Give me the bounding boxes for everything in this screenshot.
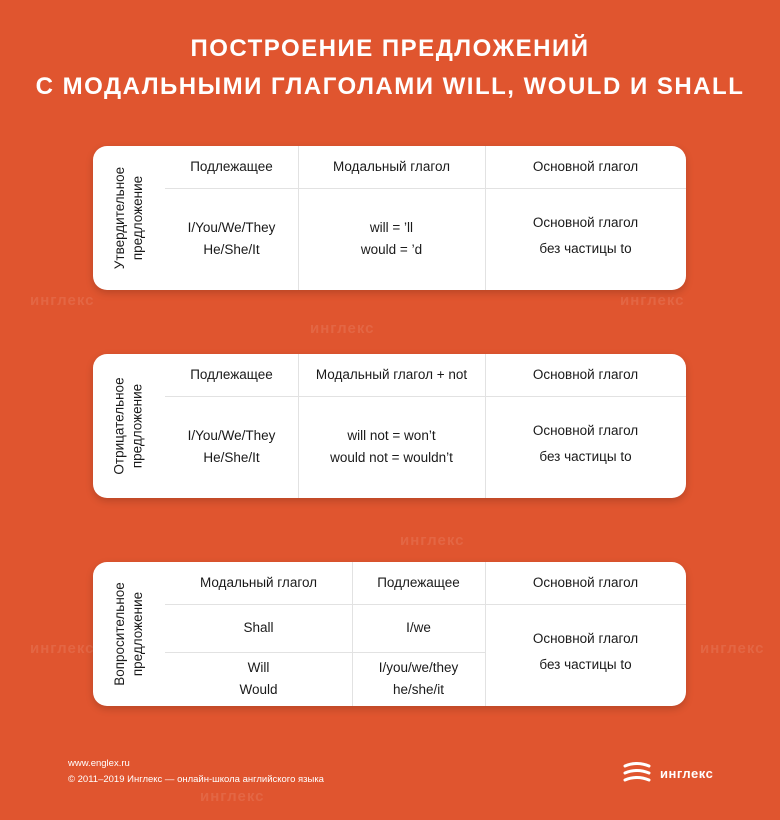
affirmative-side-label: [93, 146, 165, 290]
header-modal: Модальный глагол + not: [315, 367, 468, 382]
watermark: инглекс: [400, 532, 465, 549]
englex-logo-icon: [622, 760, 652, 786]
header-main-verb: Основной глагол: [532, 159, 639, 174]
watermark: инглекс: [310, 320, 375, 337]
header-modal: Модальный глагол: [332, 159, 451, 174]
interrogative-grid: [165, 562, 686, 706]
watermark: инглекс: [620, 292, 685, 309]
modal-line: Will: [247, 660, 270, 675]
header-subject: Подлежащее: [190, 159, 273, 174]
affirmative-grid: [165, 146, 686, 290]
watermark: инглекс: [700, 640, 765, 657]
side-label-line-2: предложение: [130, 383, 145, 469]
negative-side-label: [93, 354, 165, 498]
subject-line: I/you/we/they: [378, 660, 459, 675]
modal-line: will not = won’t: [347, 428, 436, 443]
footer-url[interactable]: www.englex.ru: [68, 758, 130, 769]
negative-grid: [165, 354, 686, 498]
main-verb-cell: [485, 188, 686, 290]
side-label-line-1: Утвердительное: [112, 166, 128, 270]
watermark: инглекс: [30, 292, 95, 309]
modal-line: Would: [239, 682, 278, 697]
main-verb-line: Основной глагол: [532, 631, 639, 646]
subject-cell: [165, 188, 298, 290]
modal-line: will = ’ll: [369, 220, 414, 235]
main-verb-cell: [485, 604, 686, 706]
brand-logo[interactable]: [622, 760, 713, 786]
header-modal: Модальный глагол: [199, 575, 318, 590]
affirmative-table: [93, 146, 686, 290]
modal-cell: [298, 188, 485, 290]
title-line-2: С МОДАЛЬНЫМИ ГЛАГОЛАМИ WILL, WOULD И SHALL: [35, 73, 745, 100]
watermark: инглекс: [200, 788, 265, 805]
subject-cell-others: [352, 652, 485, 706]
modal-line: would = ’d: [360, 242, 423, 257]
modal-cell-will-would: [165, 652, 352, 706]
header-main-verb: Основной глагол: [532, 367, 639, 382]
side-label-line-2: предложение: [130, 591, 146, 677]
main-verb-line: без частицы to: [539, 657, 632, 672]
brand-name: инглекс: [660, 765, 714, 781]
title-line-1: ПОСТРОЕНИЕ ПРЕДЛОЖЕНИЙ: [190, 35, 590, 62]
header-subject: Подлежащее: [190, 367, 273, 382]
main-verb-line: без частицы to: [539, 449, 632, 464]
side-label-line-1: Отрицательное: [112, 377, 127, 475]
interrogative-table: [93, 562, 686, 706]
subject-line: He/She/It: [203, 242, 260, 257]
footer-copyright: © 2011–2019 Инглекс — онлайн-школа английского языка: [68, 774, 324, 785]
subject-line: I/You/We/They: [187, 220, 276, 235]
footer: [68, 756, 324, 788]
side-label-line-1: Вопросительное: [112, 582, 128, 686]
modal-cell-shall: Shall: [243, 620, 274, 635]
subject-cell-i-we: I/we: [406, 620, 431, 635]
main-verb-cell: [485, 396, 686, 498]
subject-line: He/She/It: [203, 450, 260, 465]
side-label-line-2: предложение: [130, 175, 146, 261]
modal-cell: [298, 396, 485, 498]
header-main-verb: Основной глагол: [532, 575, 639, 590]
main-verb-line: без частицы to: [539, 241, 632, 256]
subject-cell: [165, 396, 298, 498]
page-title: [0, 30, 780, 106]
subject-line: I/You/We/They: [187, 428, 276, 443]
watermark: инглекс: [30, 640, 95, 657]
modal-line: would not = wouldn’t: [330, 450, 453, 465]
header-subject: Подлежащее: [377, 575, 460, 590]
interrogative-side-label: [93, 562, 165, 706]
main-verb-line: Основной глагол: [532, 423, 639, 438]
subject-line: he/she/it: [392, 682, 445, 697]
main-verb-line: Основной глагол: [532, 215, 639, 230]
negative-table: [93, 354, 686, 498]
